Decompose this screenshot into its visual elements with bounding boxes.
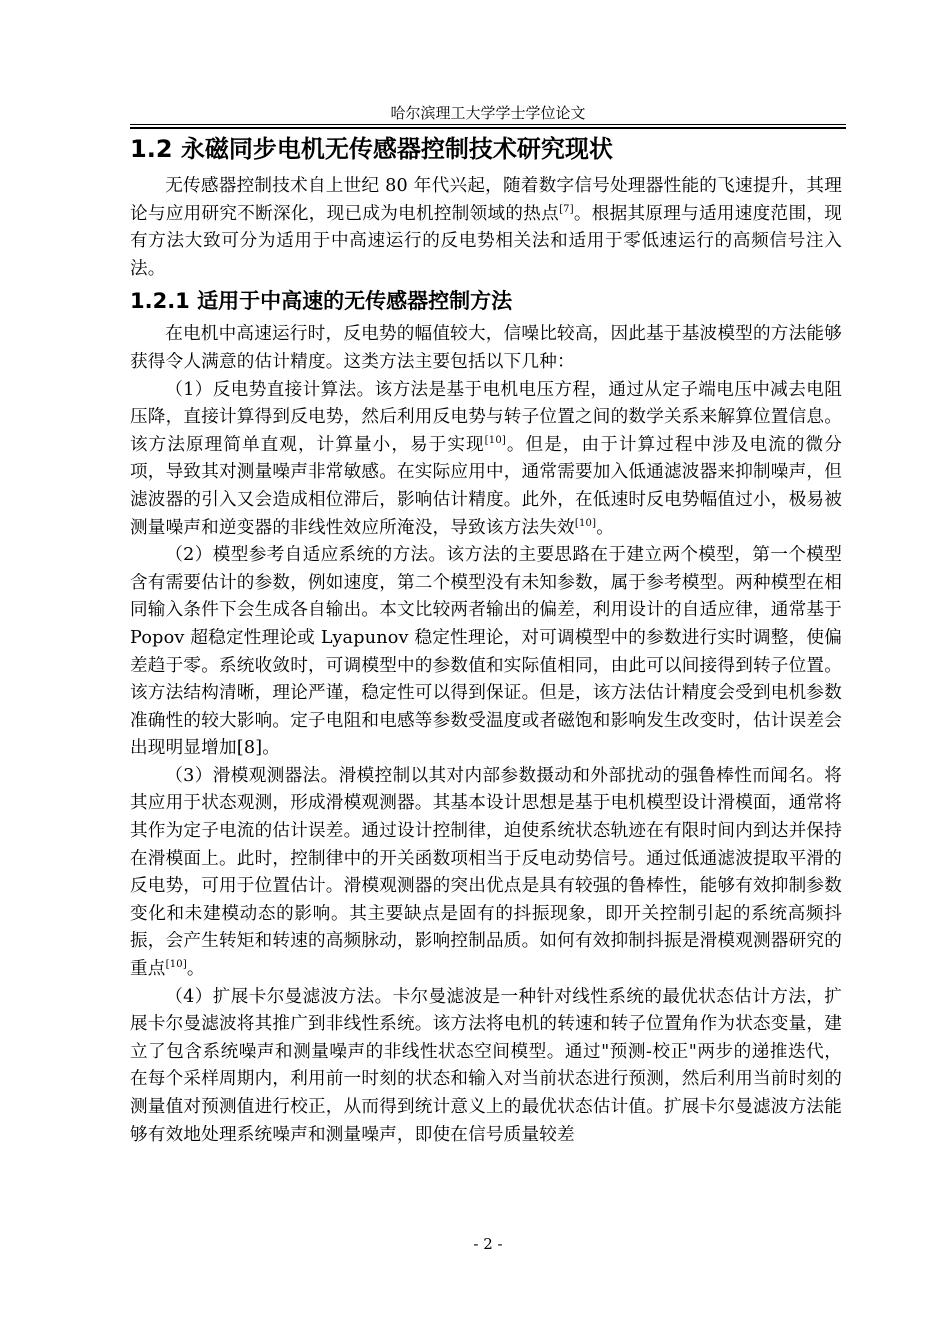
citation-10: [10] bbox=[484, 434, 506, 446]
citation-10: [10] bbox=[165, 959, 187, 971]
intro-paragraph bbox=[130, 173, 842, 283]
header-rule-thin bbox=[130, 124, 846, 125]
method-1-text-2: 。但是，由于计算过程中涉及电流的微分项，导致其对测量噪声非常敏感。在实际应用中，通常需要加入低通滤波器来抑制噪声，但滤波器的引入又会造成相位滞后，影响估计精度。此外，在低速时反电势幅值过小，极易被测量噪声和逆变器的非线性效应所淹没，导致该方法失效 bbox=[130, 434, 842, 538]
header-rule-thick bbox=[130, 127, 846, 129]
running-header: 哈尔滨理工大学学士学位论文 bbox=[390, 104, 586, 122]
method-1-paragraph bbox=[130, 377, 842, 543]
citation-10: [10] bbox=[574, 517, 597, 529]
page-content bbox=[130, 133, 842, 1149]
subsection-heading: 1.2.1 适用于中高速的无传感器控制方法 bbox=[130, 289, 513, 314]
subsection-intro-paragraph: 在电机中高速运行时，反电势的幅值较大，信噪比较高，因此基于基波模型的方法能够获得令人满意的估计精度。这类方法主要包括以下几种： bbox=[130, 324, 842, 372]
method-4-paragraph: （4）扩展卡尔曼滤波方法。卡尔曼滤波是一种针对线性系统的最优状态估计方法，扩展卡尔曼滤波将其推广到非线性系统。该方法将电机的转速和转子位置角作为状态变量，建立了包含系统噪声和测量噪声的非线性状态空间模型。通过"预测-校正"两步的递推迭代，在每个采样周期内，利用前一时刻的状态和输入对当前状态进行预测，然后利用当前时刻的测量值对预测值进行校正，从而得到统计意义上的最优状态估计值。扩展卡尔曼滤波方法能够有效地处理系统噪声和测量噪声，即使在信号质量较差 bbox=[130, 986, 842, 1145]
page-number: - 2 - bbox=[473, 1235, 503, 1253]
method-2-paragraph: （2）模型参考自适应系统的方法。该方法的主要思路在于建立两个模型，第一个模型含有需要估计的参数，例如速度，第二个模型没有未知参数，属于参考模型。两种模型在相同输入条件下会生成各自输出。本文比较两者输出的偏差，利用设计的自适应律，通常基于 Popov 超稳定性理论或 Lyapunov 稳定性理论，对可调模型中的参数进行实时调整，使偏差趋于零。系统收敛时，可调模型中的参数值和实际值相同，由此可以间接得到转子位置。该方法结构清晰，理论严谨，稳定性可以得到保证。但是，该方法估计精度会受到电机参数准确性的较大影响。定子电阻和电感等参数受温度或者磁饱和影响发生改变时，估计误差会出现明显增加[8]。 bbox=[130, 545, 842, 759]
method-1-text-1: （1）反电势直接计算法。该方法是基于电机电压方程，通过从定子端电压中减去电阻压降，直接计算得到反电势，然后利用反电势与转子位置之间的数学关系来解算位置信息。该方法原理简单直观，计算量小，易于实现 bbox=[130, 379, 842, 455]
method-3-text-1: （3）滑模观测器法。滑模控制以其对内部参数摄动和外部扰动的强鲁棒性而闻名。将其应用于状态观测，形成滑模观测器。其基本设计思想是基于电机模型设计滑模面，通常将其作为定子电流的估计误差。通过设计控制律，迫使系统状态轨迹在有限时间内到达并保持在滑模面上。此时，控制律中的开关函数项相当于反电动势信号。通过低通滤波提取平滑的反电势，可用于位置估计。滑模观测器的突出优点是具有较强的鲁棒性，能够有效抑制参数变化和未建模动态的影响。其主要缺点是固有的抖振现象，即开关控制引起的系统高频抖振，会产生转矩和转速的高频脉动，影响控制品质。如何有效抑制抖振是滑模观测器研究的重点 bbox=[130, 765, 842, 980]
citation-7: [7] bbox=[559, 203, 574, 215]
intro-text-2: 。根据其原理与适用速度范围，现有方法大致可分为适用于中高速运行的反电势相关法和适用于零低速运行的高频信号注入法。 bbox=[130, 203, 842, 279]
section-heading: 1.2 永磁同步电机无传感器控制技术研究现状 bbox=[130, 135, 613, 163]
method-3-text-2: 。 bbox=[186, 959, 205, 980]
method-3-paragraph bbox=[130, 763, 842, 984]
method-1-text-3: 。 bbox=[596, 517, 614, 538]
intro-text-1: 无传感器控制技术自上世纪 80 年代兴起，随着数字信号处理器性能的飞速提升，其理论与应用研究不断深化，现已成为电机控制领域的热点 bbox=[130, 176, 842, 224]
